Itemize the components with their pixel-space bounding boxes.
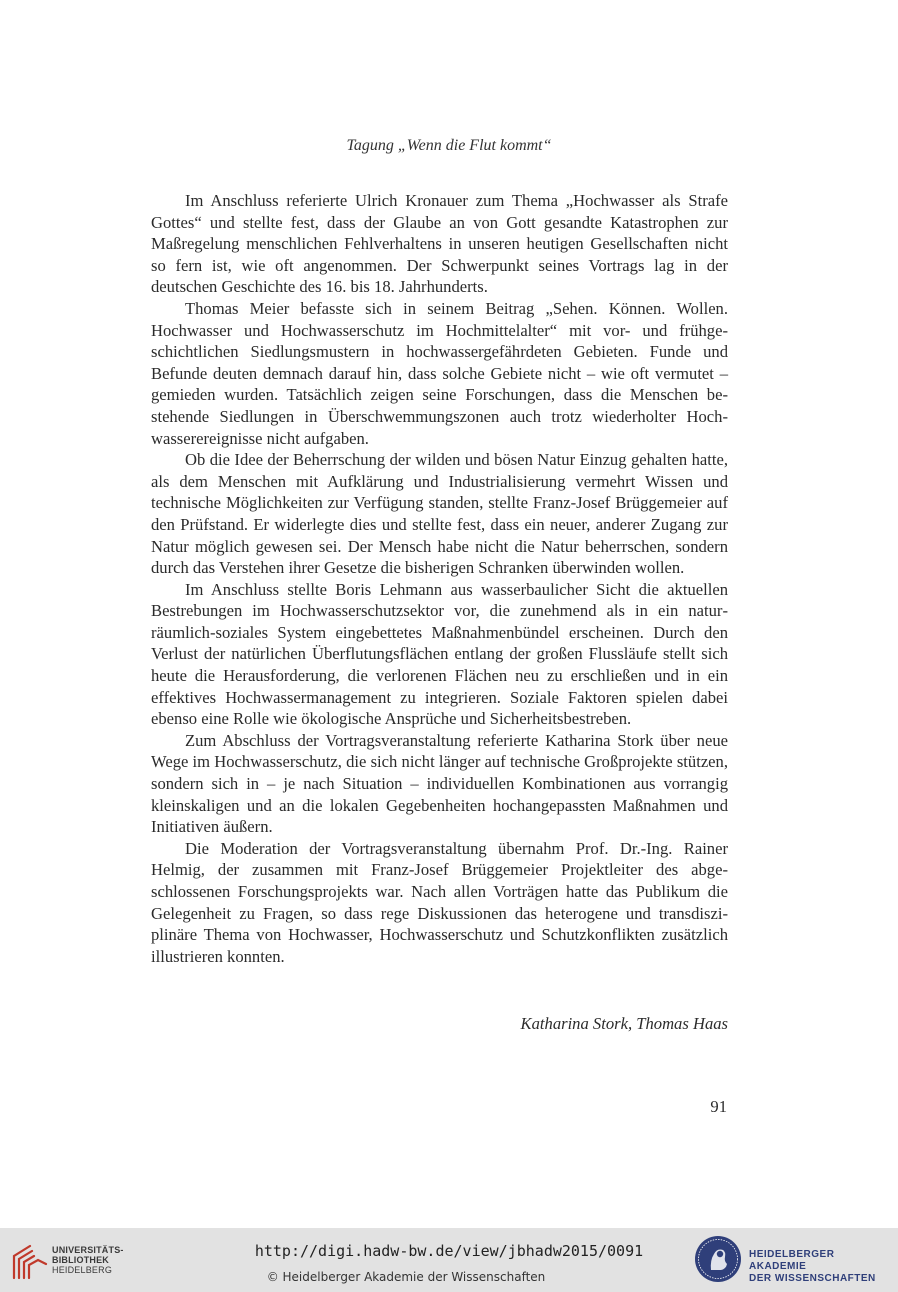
ub-line-3: HEIDELBERG (52, 1265, 113, 1275)
paragraph: Ob die Idee der Beherrschung der wilden und bösen Natur Einzug gehalten hatte, als dem Menschen mit Aufklärung und Industrialisierung vermehrt Wissen und technische Möglichkeiten zur Verfügung standen, stellte Franz-Josef Brüggemeier auf den Prüfstand. Er widerlegte dies und stellte fest, dass ein neuer, anderer Zugang zur Natur möglich gewesen sei. Der Mensch habe nicht die Natur beherrschen, sondern durch das Verstehen ihrer Gesetze die bisherigen Schranken überwinden wollen. (151, 450, 728, 578)
hadw-line-1: HEIDELBERGER AKADEMIE (749, 1249, 835, 1272)
hadw-seal-icon (693, 1234, 743, 1284)
hadw-line-2: DER WISSENSCHAFTEN (749, 1273, 876, 1284)
ub-line-2: BIBLIOTHEK (52, 1255, 109, 1265)
permalink-url[interactable]: http://digi.hadw-bw.de/view/jbhadw2015/0091 (254, 1242, 644, 1260)
paragraph: Im Anschluss stellte Boris Lehmann aus wasserbaulicher Sicht die aktuellen Bestrebungen im Hochwasserschutzsektor vor, die zunehmend als in ein naturräumlich-soziales System eingebettetes Maßnahmenbündel erscheinen. Durch den Verlust der natürlichen Überflutungsflächen entlang der großen Flussläufe stellt sich heute die Herausforderung, die verlorenen Flächen neu zu erschließen und in ein effektives Hochwassermanagement zu integrieren. Soziale Faktoren spielen dabei ebenso eine Rolle wie ökologische Ansprüche und Sicherheitsbestreben. (151, 579, 728, 729)
viewer-footer (0, 1228, 898, 1292)
page-number: 91 (710, 1097, 727, 1116)
author-signature: Katharina Stork, Thomas Haas (520, 1014, 728, 1033)
article-body (151, 190, 728, 967)
ub-line-1: UNIVERSITÄTS- (52, 1245, 124, 1255)
hadw-wordmark (749, 1249, 893, 1285)
paragraph: Thomas Meier befasste sich in seinem Beitrag „Sehen. Können. Wollen. Hochwasser und Hochwasserschutz im Hochmittelalter“ mit vor- und frühgeschichtlichen Siedlungsmustern in hochwassergefährdeten Gebieten. Funde und Befunde deuten demnach darauf hin, dass solche Gebiete nicht – wie oft vermutet – gemieden wurden. Tatsächlich zeigen seine Forschungen, dass die Menschen bestehende Siedlungen in Überschwemmungszonen auch trotz wiederholter Hochwasserereignisse nicht aufgaben. (151, 298, 728, 448)
running-title: Tagung „Wenn die Flut kommt“ (346, 137, 552, 154)
paragraph: Zum Abschluss der Vortragsveranstaltung referierte Katharina Stork über neue Wege im Hochwasserschutz, die sich nicht länger auf technische Großprojekte stützen, sondern sich in – je nach Situation – individuellen Kombinationen aus vorrangig kleinskaligen und an die lokalen Gegebenheiten hochangepassten Maßnahmen und Initiativen äußern. (151, 730, 728, 837)
copyright-notice: © Heidelberger Akademie der Wissenschaften (266, 1270, 546, 1284)
paragraph: Die Moderation der Vortragsveranstaltung übernahm Prof. Dr.-Ing. Rainer Helmig, der zusammen mit Franz-Josef Brüggemeier Projektleiter des abgeschlossenen Forschungsprojekts war. Nach allen Vorträgen hatte das Publikum die Gelegenheit zu Fragen, so dass rege Diskussionen das heterogene und transdisziplinäre Thema von Hochwasser, Hochwasserschutz und Schutzkonflikten zusätzlich illustrieren konnten. (151, 838, 728, 966)
paragraph: Im Anschluss referierte Ulrich Kronauer zum Thema „Hochwasser als Strafe Gottes“ und stellte fest, dass der Glaube an von Gott gesandte Katastrophen zur Maßregelung menschlichen Fehlverhaltens in unseren heutigen Gesellschaften nicht so fern ist, wie oft angenommen. Der Schwerpunkt seines Vortrags lag in der deutschen Geschichte des 16. bis 18. Jahrhunderts. (151, 191, 728, 297)
hadw-logo[interactable] (693, 1234, 893, 1286)
